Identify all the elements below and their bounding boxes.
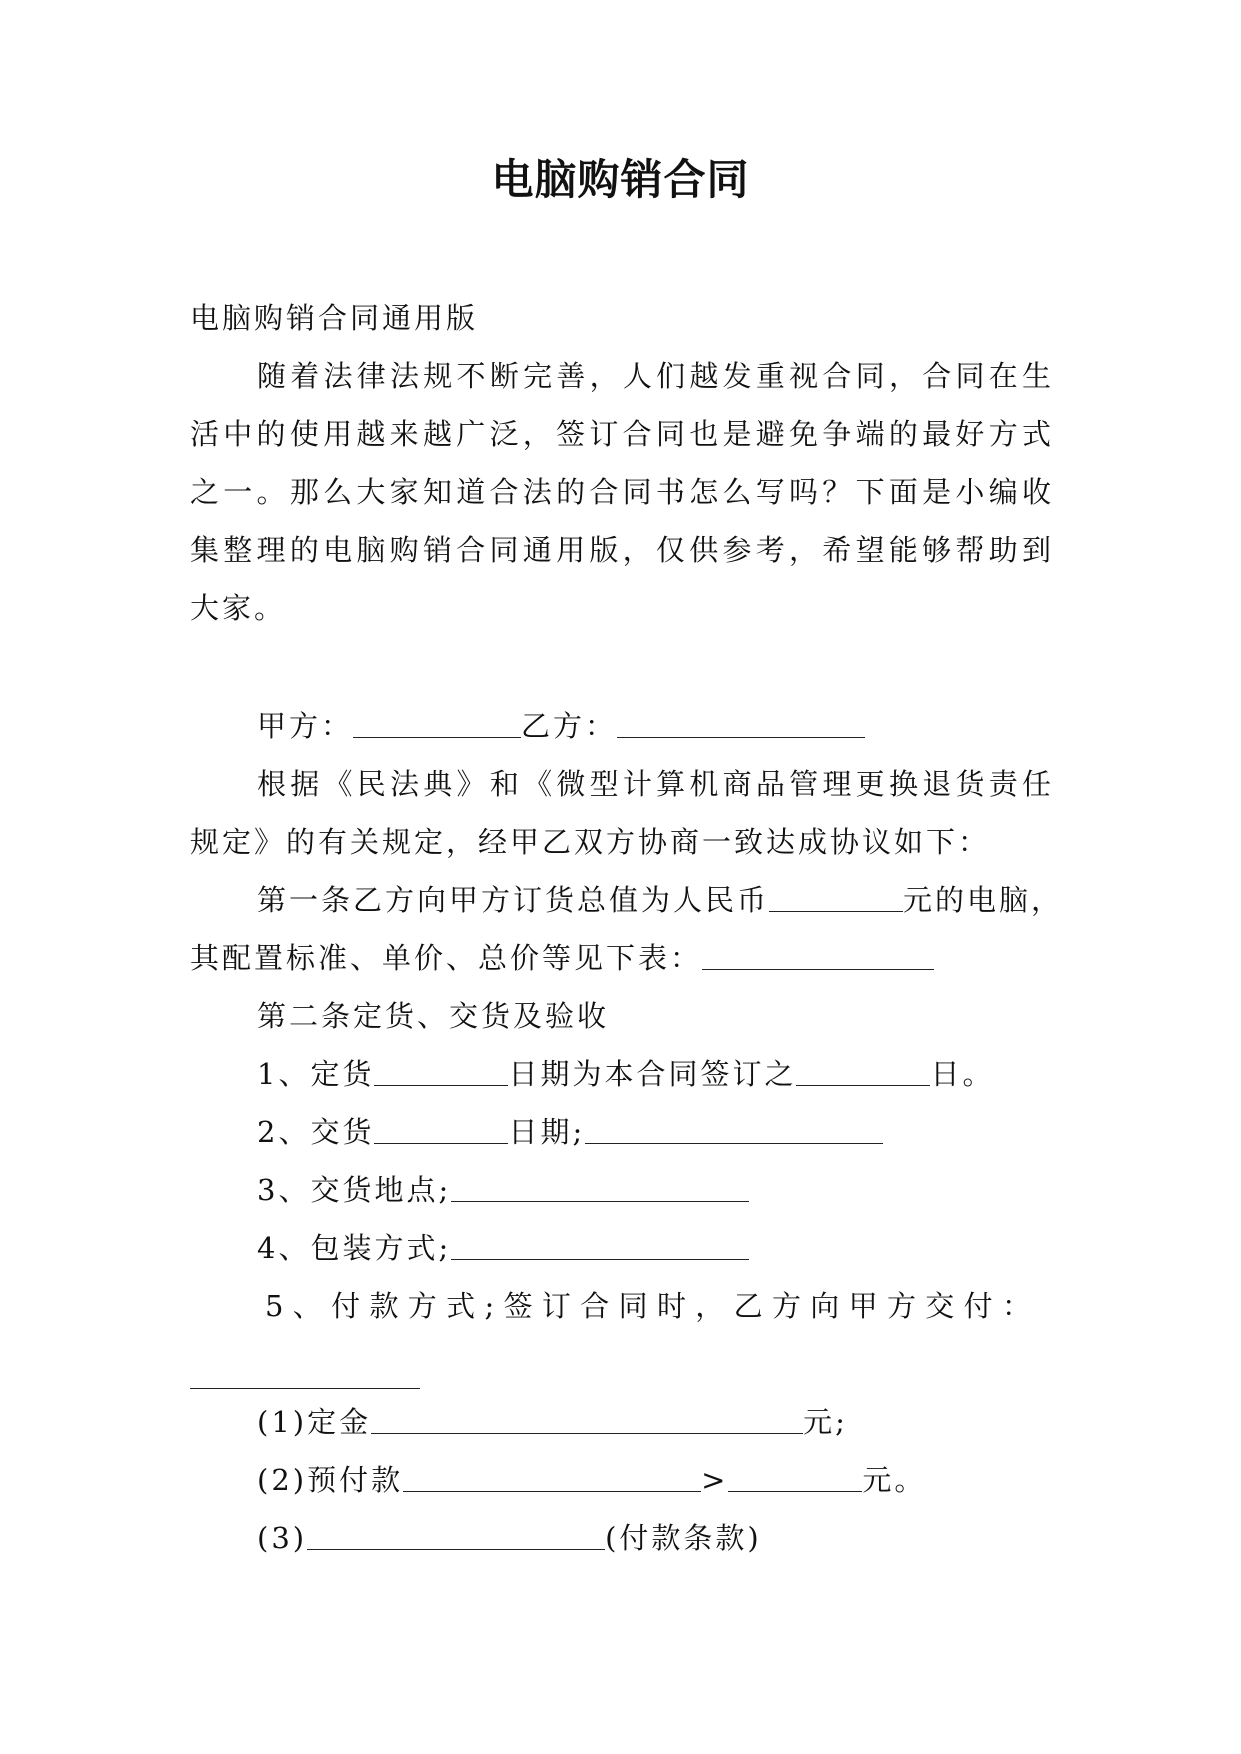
document-subtitle: 电脑购销合同通用版 [190,301,479,335]
parties-line [257,706,865,746]
payment-blank [190,1388,420,1389]
article2-item-5: 5、付款方式;签订合同时，乙方向甲方交付： [265,1289,1035,1323]
payment-item-3 [257,1518,762,1558]
intro-line-3: 之一。那么大家知道合法的合同书怎么写吗？下面是小编收 [190,475,1054,509]
intro-line-2: 活中的使用越来越广泛，签订合同也是避免争端的最好方式 [190,417,1054,451]
payment-item-2 [257,1460,926,1500]
pay2-text-b: > [701,1463,729,1497]
party-b-label: 乙方： [521,709,618,743]
item3-text: 3、交货地点; [257,1173,452,1207]
deposit-blank [371,1403,803,1434]
order-days-blank [796,1055,930,1086]
delivery-place-blank [451,1171,749,1202]
item2-text-b: 日期; [508,1115,586,1149]
article1-text-a: 第一条乙方向甲方订货总值为人民币 [257,883,770,917]
article2-item-1 [257,1054,994,1094]
prepayment-amount-blank [728,1461,862,1492]
basis-line-1: 根据《民法典》和《微型计算机商品管理更换退货责任 [257,767,1054,801]
intro-line-5: 大家。 [190,591,287,625]
config-table-blank [702,939,934,970]
basis-line-2: 规定》的有关规定，经甲乙双方协商一致达成协议如下： [190,825,991,859]
intro-line-1: 随着法律法规不断完善，人们越发重视合同，合同在生 [257,359,1054,393]
item4-text: 4、包装方式; [257,1231,452,1265]
article2-item-2 [257,1112,883,1152]
pay3-text-a: (3) [257,1521,308,1555]
total-value-blank [769,881,903,912]
document-title: 电脑购销合同 [491,155,750,204]
item1-text-a: 1、定货 [257,1057,375,1091]
pay1-text-a: (1)定金 [257,1405,372,1439]
payment-item-1 [257,1402,848,1442]
party-a-label: 甲方： [257,709,354,743]
prepayment-blank [403,1461,701,1492]
order-date-blank [374,1055,508,1086]
delivery-blank-1 [374,1113,508,1144]
pay1-text-b: 元; [803,1405,848,1439]
payment-terms-blank [307,1519,605,1550]
article1-text-b: 元的电脑， [903,883,1064,917]
article1-line-1 [257,880,1063,920]
pay2-text-c: 元。 [862,1463,927,1497]
article2-item-4 [257,1228,749,1268]
item2-text-a: 2、交货 [257,1115,375,1149]
article2-item-3 [257,1170,749,1210]
item1-text-b: 日期为本合同签订之 [508,1057,797,1091]
party-a-blank [353,707,521,738]
intro-line-4: 集整理的电脑购销合同通用版，仅供参考，希望能够帮助到 [190,533,1054,567]
party-b-blank [617,707,865,738]
delivery-date-blank [585,1113,883,1144]
article1-text-c: 其配置标准、单价、总价等见下表： [190,941,703,975]
item1-text-c: 日。 [930,1057,995,1091]
article1-line-2 [190,938,934,978]
pay3-text-b: (付款条款) [605,1521,762,1555]
pay2-text-a: (2)预付款 [257,1463,404,1497]
article2-heading: 第二条定货、交货及验收 [257,999,610,1033]
packaging-blank [451,1229,749,1260]
